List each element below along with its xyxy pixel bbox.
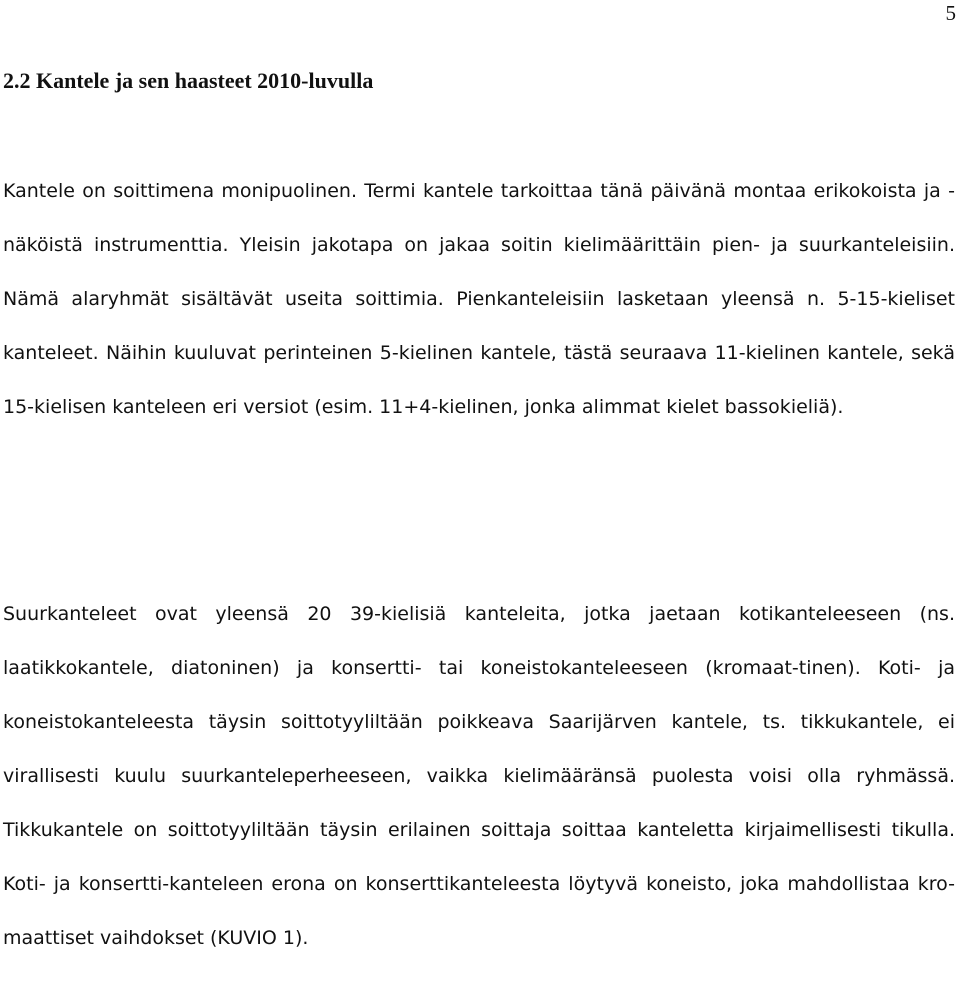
paragraph-intro: Kantele on soittimena monipuolinen. Termi kantele tarkoittaa tänä päivänä montaa erikokoista ja -näköistä instrumenttia. Yleisin jakotapa on jakaa soitin kielimäärittäin pien- ja suurkanteleisiin. Nämä alaryhmät sisältävät useita soittimia. Pienkanteleisiin lasketaan yleensä n. 5-15-kieliset kanteleet. Näihin kuuluvat perinteinen 5-kielinen kantele, tästä seuraava 11-kielinen kantele, sekä 15-kielisen kanteleen eri versiot (esim. 11+4-kielinen, jonka alimmat kielet bassokieliä). [3, 180, 955, 418]
paragraph-suurkanteleet: Suurkanteleet ovat yleensä 20 39-kielisiä kanteleita, jotka jaetaan kotikanteleeseen (ns. laatikkokantele, diatoninen) ja konsertti- tai koneistokanteleeseen (kromaat-tinen). Koti- ja koneistokanteleesta täysin soittotyyliltään poikkeava Saarijärven kantele, ts. tikkukantele, ei virallisesti kuulu suurkanteleperheeseen, vaikka kielimääränsä puolesta voisi olla ryhmässä. Tikkukantele on soittotyyliltään täysin erilainen soittaja soittaa kanteletta kirjaimellisesti tikulla. Koti- ja konsertti-kanteleen erona on konserttikanteleesta löytyvä koneisto, joka mahdollistaa kro-maattiset vaihdokset (KUVIO 1). [3, 603, 955, 949]
page-number: 5 [945, 1, 956, 25]
section-heading: 2.2 Kantele ja sen haasteet 2010-luvulla [3, 68, 374, 93]
